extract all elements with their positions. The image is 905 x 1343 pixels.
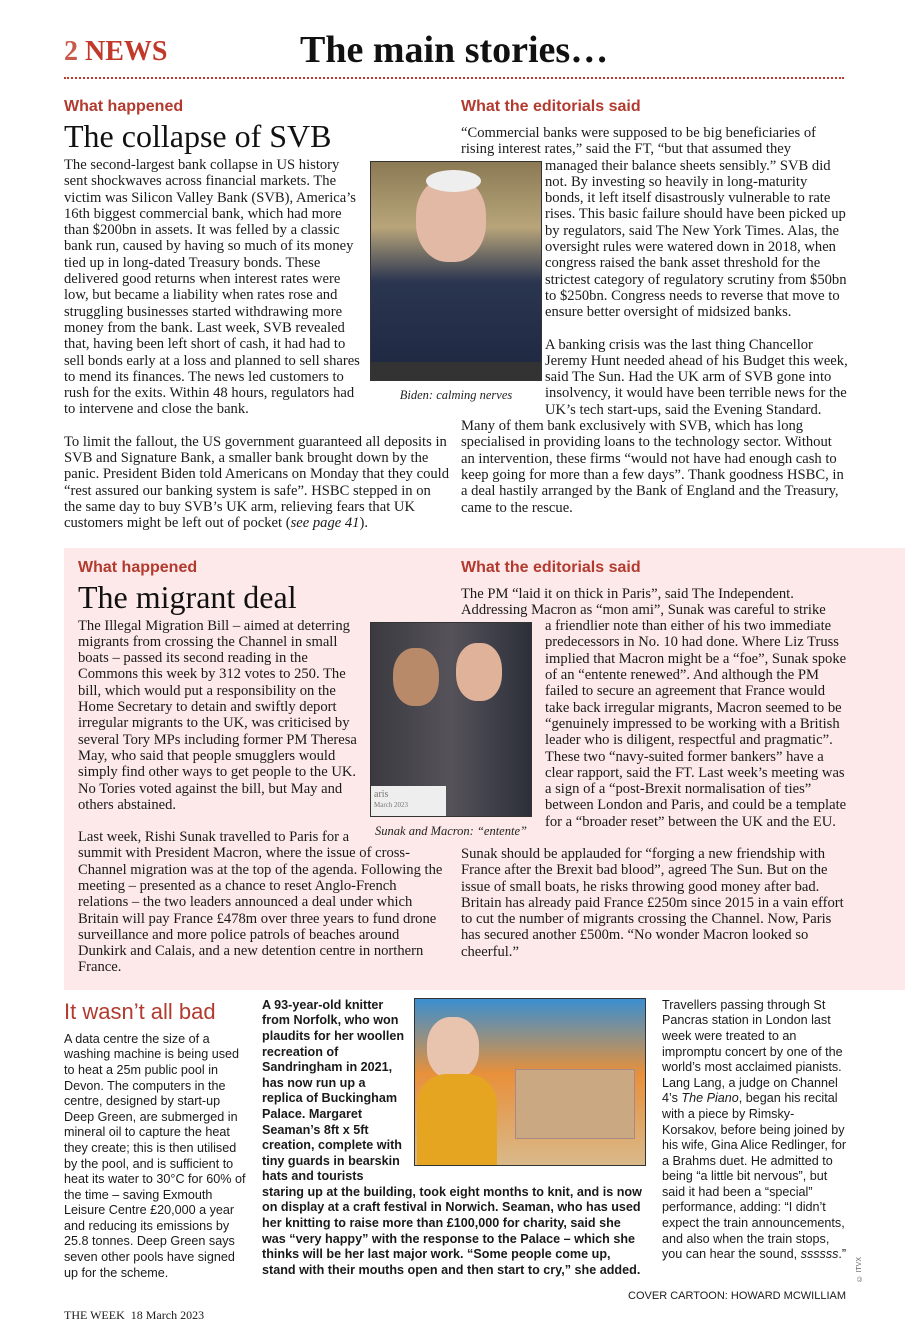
good-news-heading: It wasn’t all bad	[64, 998, 216, 1024]
section-label	[64, 36, 167, 68]
migrant-body-1: The Illegal Migration Bill – aimed at deterring migrants from crossing the Channel in small boats – passed its second reading in the Commons this week by 312 votes to 250. The bill, which would put a responsibility on the Home Secretary to detain and swiftly deport irregular migrants to the UK, was criticised by several Tory MPs including former PM Theresa May, who said that people smugglers would simply find other ways to get people to the UK. No Tories voted against the bill, but May and others abstained.	[78, 617, 357, 813]
photo-credit: © ITVX	[856, 1256, 863, 1282]
svb-section	[0, 86, 905, 532]
show-title: The Piano	[681, 1091, 739, 1106]
story-3-text: Travellers passing through St Pancras station in London last week were treated to an impromptu concert by one of the world’s most acclaimed pianists. Lang Lang, a judge on Channel 4’s	[662, 997, 843, 1106]
svb-body-2-end: ).	[359, 515, 368, 532]
migrant-editorial-narrow: a friendlier note than either of his two immediate predecessors in No. 10 had done. Where Liz Truss implied that Macron might be a “foe”, Sunak spoke of an “entente renewed”. And although the PM failed to secure an agreement that France would take back irregular migrants, Macron seemed to be “genuinely impressed to be working with a British leader who is diligent, respectful and pragmatic”. These two “navy-suited former bankers” have a clear rapport, said the FT. Last week’s meeting was a sign of a “post-Brexit normalisation of ties” between London and Paris, and could be a template for a “broader reset” between the UK and the EU.	[545, 618, 847, 830]
migrant-panel	[64, 548, 905, 990]
svb-headline: The collapse of SVB	[64, 118, 332, 154]
migrant-editorial-bottom: Sunak should be applauded for “forging a new friendship with France after the Brexit bad blood”, agreed The Sun. But on the issue of small boats, he risks throwing good money after bad. Britain has already paid France £250m since 2015 in a vain effort to cut the number of migrants crossing the Channel. Now, Paris has secured another £500m. “No wonder Macron looked so cheerful.”	[461, 845, 844, 960]
migrant-body-2a: Last week, Rishi Sunak travelled to Paris for a summit with President Macron, where the	[78, 829, 350, 862]
good-news-column-2	[262, 998, 646, 1282]
good-news-story-1: A data centre the size of a washing machine is being used to heat a 25m public pool in Devon. The computers in the centre, designed by start-up Deep Green, are submerged in mineral oil to capture the heat they create; this is then utilised by the pool, and is sufficient to heat its water to 30°C for 60% of the time – saving Exmouth Leisure Centre £20,000 a year and reducing its emissions by 25.8 tonnes. Deep Green says seven other pools have signed up for the scheme.	[64, 1031, 246, 1280]
biden-photo-figure	[370, 161, 542, 403]
biden-caption: Biden: calming nerves	[399, 388, 513, 402]
migrant-editorial-top: The PM “laid it on thick in Paris”, said The Independent. Addressing Macron as “mon ami”, Sunak was careful to strike	[461, 585, 826, 618]
sunak-macron-figure	[370, 622, 532, 839]
migrant-body-2	[78, 829, 450, 976]
migrant-left-column	[78, 558, 527, 976]
svb-editorial-top: “Commercial banks were supposed to be big beneficiaries of rising interest rates,” said the FT, “but that assumed they	[461, 125, 816, 158]
good-news-story-2a: A 93-year-old knitter from Norfolk, who won plaudits for her woollen recreation of Sandringham in 2021, has now run up a replica of Buckingham Palace. Margaret Seaman’s 8ft x 5ft creation, complete with tiny guards in bearskin hats and tourists staring up at the building, took eight	[262, 997, 480, 1199]
header-divider	[64, 77, 844, 79]
cover-credit: COVER CARTOON: HOWARD MCWILLIAM	[628, 1290, 846, 1303]
svb-body-2	[64, 434, 450, 532]
migrant-editorials-kicker: What the editorials said	[461, 558, 641, 576]
svb-body-1: The second-largest bank collapse in US history sent shockwaves across financial markets. The victim was Silicon Valley Bank (SVB), America’s 16th biggest commercial bank, which had more than $200bn in assets. It was felled by a classic bank run, caused by having so much of its money tied up in long-dated Treasury bonds. These delivered good returns when interest rates were low, but became a liability when rates rose and struggling businesses started withdrawing more money from the bank. Last week, SVB revealed that, having been left short of cash, it had had to sell bonds early at a loss and planned to sell shares to mend its finances. The news led customers to rush for the exits. Within 48 hours, regulators had to intervene and close the bank.	[64, 157, 360, 418]
migrant-headline: The migrant deal	[78, 578, 297, 615]
sunak-macron-caption: Sunak and Macron: “entente”	[375, 823, 527, 838]
footer-publication	[64, 1307, 846, 1323]
sunak-macron-photo	[370, 622, 532, 817]
svb-editorials-kicker: What the editorials said	[461, 98, 641, 115]
svb-kicker: What happened	[64, 98, 184, 115]
page-title: The main stories…	[300, 29, 609, 71]
story-3-end: .”	[838, 1247, 847, 1262]
publication-name: THE WEEK	[64, 1308, 125, 1323]
issue-date: 18 March 2023	[130, 1308, 205, 1323]
section-number: 2	[64, 36, 78, 67]
svb-editorial-narrow-1: managed their balance sheets sensibly.” SVB did not. By investing so heavily in long-maturity bonds, it left itself disastrously vulnerable to rate rises. This basic failure should have been picked up by regulators, said The New York Times. Alas, the oversight rules were watered down in 2018, when congress raised the bank asset threshold for the strictest category of regulatory scrutiny from $50bn to $250bn. Congress needs to reverse that move to ensure better oversight of midsized banks.	[545, 157, 847, 321]
section-name: NEWS	[85, 36, 168, 67]
good-news-story-2b: months to knit, and is now on display at a craft festival in Norwich. Seaman, who has used her knitting to raise more than £100,000 for charity, said she was “very happy” with the response to the Palace – which she thinks will be her last major work. “Some people come up, stand with their mouths open and then start to cry,” she added.	[262, 1184, 642, 1277]
sound-text: ssssss	[800, 1247, 839, 1262]
migrant-body-2b: issue of cross-Channel migration was at the top of the agenda. Following the meeting – presented as a chance to reset Anglo-French relations – the two leaders announced a deal under which Britain will pay France £478m over three years to fund drone surveillance and more police patrols of beaches around Dunkirk and Calais, and a new detention centre in northern France.	[78, 845, 443, 976]
good-news-column-1	[64, 998, 246, 1282]
svb-editorial-bottom: the Evening Standard. Many of them bank exclusively with SVB, which has long specialised in providing loans to the technology sector. Without an intervention, these firms “would not have had enough cash to keep going for more than a few days”. Thank goodness HSBC, in a deal hastily arranged by the Bank of England and the Treasury, came to the rescue.	[461, 401, 844, 516]
migrant-kicker: What happened	[78, 558, 198, 576]
photo-date-text: March 2023	[374, 800, 409, 809]
svb-editorial-narrow-2-text: A banking crisis was the last thing Chancellor Jeremy Hunt needed ahead of his Budget this week, said The Sun. Had the UK arm of SVB gone into insolvency, it would have been terrible news for the UK’s tech start-ups, said	[545, 336, 848, 418]
good-news-story-3	[662, 998, 848, 1282]
knitter-photo	[414, 998, 646, 1166]
biden-photo	[370, 161, 542, 381]
page-reference: see page 41	[290, 515, 360, 532]
svb-body-2-text: To limit the fallout, the US government guaranteed all deposits in SVB and Signature Bank, a smaller bank brought down by the panic. President Biden told Americans on Monday that they could “rest assured our banking system is safe”. HSBC stepped in on the same day to buy SVB’s UK arm, relieving fears that UK customers might be left out of pocket (	[64, 433, 450, 532]
svb-left-column	[64, 97, 513, 532]
footer	[0, 1281, 905, 1343]
good-news-section	[0, 990, 905, 1282]
photo-sign-text: aris	[374, 788, 389, 800]
page-header	[0, 0, 905, 86]
story-3-text-2: , began his recital with a piece by Rimsky-Korsakov, before being joined by his wife, Gina Alice Redlinger, for a Brahms duet. He admitted to being “a little bit nervous”, but said it had been a “special” performance, adding: “I didn’t expect the train announcements, and also when the train stops, you can hear the sound,	[662, 1091, 847, 1262]
